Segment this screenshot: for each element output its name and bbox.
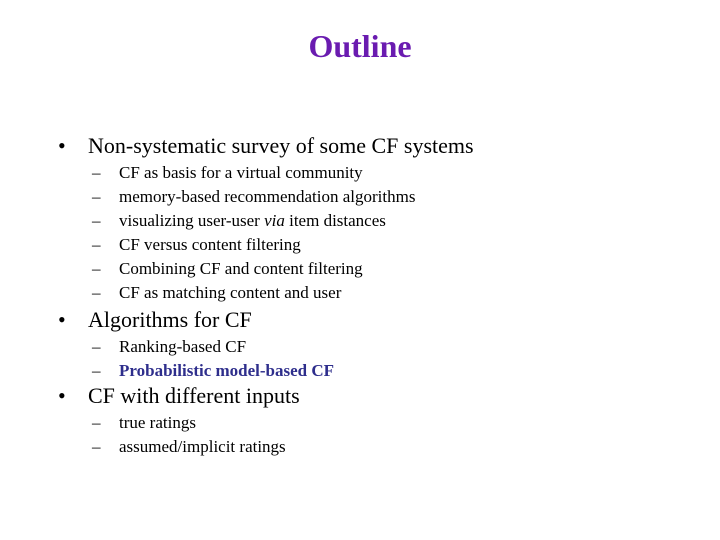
sub-item xyxy=(92,411,300,435)
dash-icon: – xyxy=(92,187,101,206)
sub-list-survey xyxy=(92,161,474,305)
sub-item-text-post: item distances xyxy=(284,211,386,230)
sub-item xyxy=(92,185,474,209)
bullet-icon: • xyxy=(58,307,66,332)
bullet-label: CF with different inputs xyxy=(88,383,300,408)
section-algorithms xyxy=(58,307,334,383)
sub-item xyxy=(92,257,474,281)
sub-item xyxy=(92,161,474,185)
sub-item-text-pre: visualizing user-user xyxy=(119,211,265,230)
sub-item-text-em: via xyxy=(264,211,285,230)
dash-icon: – xyxy=(92,437,101,456)
sub-item-text xyxy=(119,209,386,233)
dash-icon: – xyxy=(92,337,101,356)
bullet-algorithms xyxy=(58,307,334,333)
bullet-inputs xyxy=(58,383,300,409)
sub-item-text: assumed/implicit ratings xyxy=(119,437,286,456)
slide-title: Outline xyxy=(308,28,412,64)
sub-item-text: CF as basis for a virtual community xyxy=(119,163,363,182)
dash-icon: – xyxy=(92,211,101,230)
bullet-label: Algorithms for CF xyxy=(88,307,252,332)
dash-icon: – xyxy=(92,361,101,380)
sub-item-text: Combining CF and content filtering xyxy=(119,259,363,278)
sub-item-text: true ratings xyxy=(119,413,196,432)
sub-item-text: CF versus content filtering xyxy=(119,235,301,254)
sub-item xyxy=(92,281,474,305)
bullet-icon: • xyxy=(58,383,66,408)
sub-item-highlighted xyxy=(92,359,334,383)
dash-icon: – xyxy=(92,413,101,432)
sub-item-text-highlighted: Probabilistic model-based CF xyxy=(119,361,335,380)
dash-icon: – xyxy=(92,235,101,254)
bullet-label: Non-systematic survey of some CF systems xyxy=(88,133,474,158)
sub-item-text: Ranking-based CF xyxy=(119,337,247,356)
dash-icon: – xyxy=(92,259,101,278)
sub-item xyxy=(92,335,334,359)
bullet-survey xyxy=(58,133,474,159)
dash-icon: – xyxy=(92,163,101,182)
sub-list-inputs xyxy=(92,411,300,459)
section-survey xyxy=(58,133,474,305)
dash-icon: – xyxy=(92,283,101,302)
section-inputs xyxy=(58,383,300,459)
sub-item-text: CF as matching content and user xyxy=(119,283,342,302)
sub-item-text: memory-based recommendation algorithms xyxy=(119,187,416,206)
sub-item xyxy=(92,435,300,459)
sub-item xyxy=(92,209,474,233)
sub-item xyxy=(92,233,474,257)
sub-list-algorithms xyxy=(92,335,334,383)
bullet-icon: • xyxy=(58,133,66,158)
